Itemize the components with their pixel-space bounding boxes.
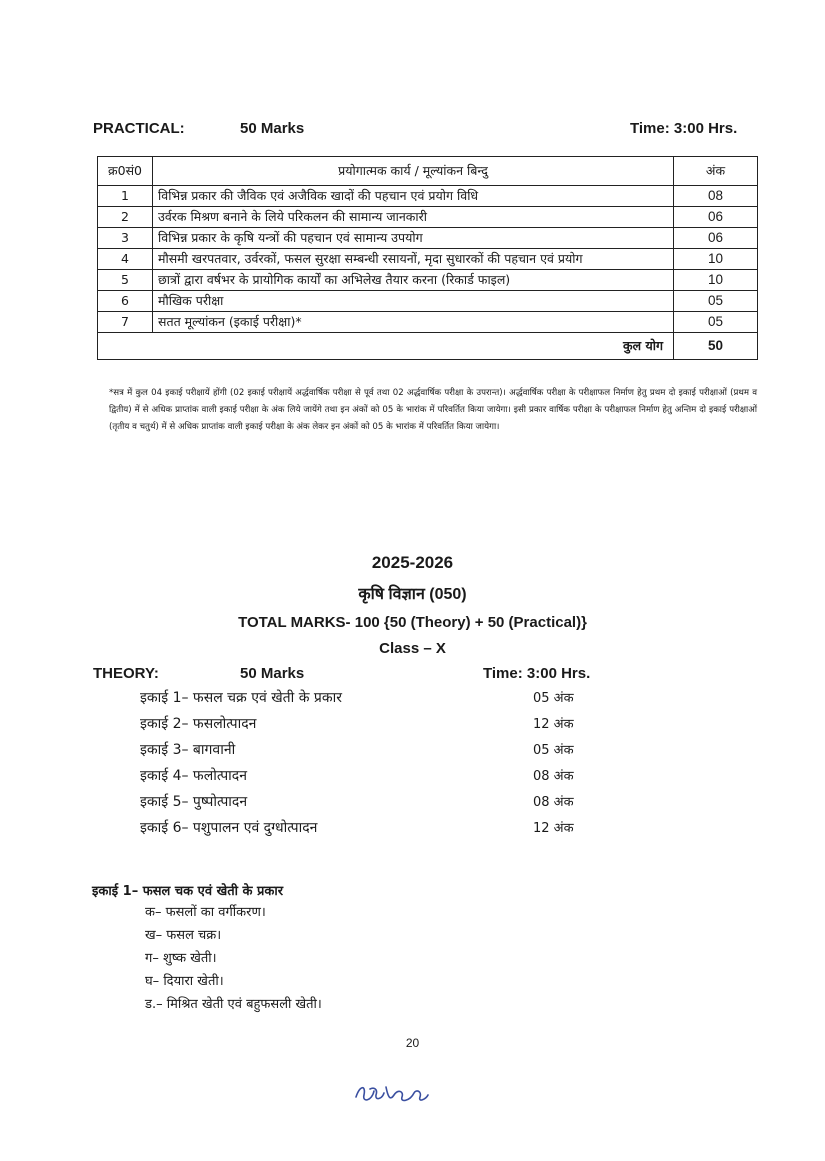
- list-item: [140, 766, 600, 792]
- subject-title: कृषि विज्ञान (050): [358, 586, 467, 603]
- row-task: मौसमी खरपतवार, उर्वरकों, फसल सुरक्षा सम्बन्धी रसायनों, मृदा सुधारकों की पहचान एवं प्रयोग: [153, 249, 674, 270]
- unit1-topics: [145, 903, 322, 1018]
- class-label: Class – X: [379, 640, 446, 657]
- handwritten-signature: [352, 1075, 432, 1111]
- table-row: [98, 312, 758, 333]
- unit-marks: 12 अंक: [533, 821, 574, 836]
- row-marks: 06: [674, 207, 758, 228]
- syllabus-year: 2025-2026: [371, 553, 454, 572]
- row-marks: 10: [674, 249, 758, 270]
- unit-name: इकाई 2– फसलोत्पादन: [140, 716, 257, 732]
- practical-marks: 50 Marks: [240, 120, 305, 137]
- table-row: [98, 186, 758, 207]
- table-row: [98, 228, 758, 249]
- table-row: [98, 207, 758, 228]
- row-marks: 05: [674, 312, 758, 333]
- col-header-marks: अंक: [674, 157, 758, 186]
- unit-marks: 12 अंक: [533, 717, 574, 732]
- row-serial: 3: [98, 228, 153, 249]
- row-task: छात्रों द्वारा वर्षभर के प्रायोगिक कार्यों का अभिलेख तैयार करना (रिकार्ड फाइल): [153, 270, 674, 291]
- theory-time: Time: 3:00 Hrs.: [483, 665, 591, 682]
- list-item: क– फसलों का वर्गीकरण।: [145, 905, 266, 920]
- list-item: [140, 792, 600, 818]
- row-marks: 08: [674, 186, 758, 207]
- practical-table: [97, 156, 758, 360]
- unit-name: इकाई 1– फसल चक्र एवं खेती के प्रकार: [140, 690, 342, 706]
- row-task: विभिन्न प्रकार की जैविक एवं अजैविक खादों की पहचान एवं प्रयोग विधि: [153, 186, 674, 207]
- row-serial: 6: [98, 291, 153, 312]
- unit1-heading: इकाई 1– फसल चक एवं खेती के प्रकार: [92, 884, 284, 899]
- table-row: [98, 291, 758, 312]
- unit-name: इकाई 5– पुष्पोत्पादन: [140, 794, 248, 810]
- col-header-serial: क्र0सं0: [98, 157, 153, 186]
- list-item: ड.– मिश्रित खेती एवं बहुफसली खेती।: [145, 997, 322, 1012]
- row-marks: 06: [674, 228, 758, 249]
- list-item: [140, 818, 600, 844]
- unit-name: इकाई 3– बागवानी: [140, 742, 236, 758]
- col-header-task: प्रयोगात्मक कार्य / मूल्यांकन बिन्दु: [153, 157, 674, 186]
- row-serial: 2: [98, 207, 153, 228]
- row-task: मौखिक परीक्षा: [153, 291, 674, 312]
- total-label: कुल योग: [98, 333, 674, 360]
- practical-time: Time: 3:00 Hrs.: [630, 120, 738, 137]
- theory-label: THEORY:: [93, 665, 159, 682]
- list-item: [140, 714, 600, 740]
- list-item: ख– फसल चक्र।: [145, 928, 222, 943]
- total-value: 50: [674, 333, 758, 360]
- practical-table-header: [98, 157, 758, 186]
- row-marks: 05: [674, 291, 758, 312]
- row-serial: 7: [98, 312, 153, 333]
- theory-marks: 50 Marks: [240, 665, 305, 682]
- unit-name: इकाई 4– फलोत्पादन: [140, 768, 247, 784]
- row-task: उर्वरक मिश्रण बनाने के लिये परिकलन की सामान्य जानकारी: [153, 207, 674, 228]
- unit-marks-list: [140, 688, 600, 844]
- unit-marks: 05 अंक: [533, 743, 574, 758]
- row-task: विभिन्न प्रकार के कृषि यन्त्रों की पहचान एवं सामान्य उपयोग: [153, 228, 674, 249]
- total-marks: TOTAL MARKS- 100 {50 (Theory) + 50 (Practical)}: [238, 614, 587, 631]
- list-item: ग– शुष्क खेती।: [145, 951, 217, 966]
- row-serial: 1: [98, 186, 153, 207]
- row-task: सतत मूल्यांकन (इकाई परीक्षा)*: [153, 312, 674, 333]
- table-total-row: [98, 333, 758, 360]
- unit-marks: 05 अंक: [533, 691, 574, 706]
- list-item: [140, 740, 600, 766]
- table-row: [98, 270, 758, 291]
- page-number: 20: [405, 1036, 420, 1050]
- row-serial: 4: [98, 249, 153, 270]
- practical-footnote: *सत्र में कुल 04 इकाई परीक्षायें होंगी (02 इकाई परीक्षायें अर्द्धवार्षिक परीक्षा से पूर्व तथा 02 अर्द्धवार्षिक परीक्षा के उपरान्त)। अर्द्धवार्षिक परीक्षा के परीक्षाफल निर्माण हेतु प्रथम दो इकाई परीक्षाओं (प्रथम व द्वितीय) में से अधिक प्राप्तांक वाली इकाई परीक्षा के अंक लिये जायेंगे तथा इन अंकों को 05 के भारांक में परिवर्तित किया जायेगा। इसी प्रकार वार्षिक परीक्षा के परीक्षाफल निर्माण हेतु अन्तिम दो इकाई परीक्षाओं (तृतीय व चतुर्थ) में से अधिक प्राप्तांक वाली इकाई परीक्षा के अंक लेकर इन अंकों को 05 के भारांक में परिवर्तित किया जायेगा।: [109, 388, 758, 432]
- practical-label: PRACTICAL:: [93, 120, 185, 137]
- list-item: [140, 688, 600, 714]
- row-serial: 5: [98, 270, 153, 291]
- unit-marks: 08 अंक: [533, 795, 574, 810]
- row-marks: 10: [674, 270, 758, 291]
- table-row: [98, 249, 758, 270]
- unit-marks: 08 अंक: [533, 769, 574, 784]
- unit-name: इकाई 6– पशुपालन एवं दुग्धोत्पादन: [140, 820, 318, 836]
- list-item: घ– दियारा खेती।: [145, 974, 224, 989]
